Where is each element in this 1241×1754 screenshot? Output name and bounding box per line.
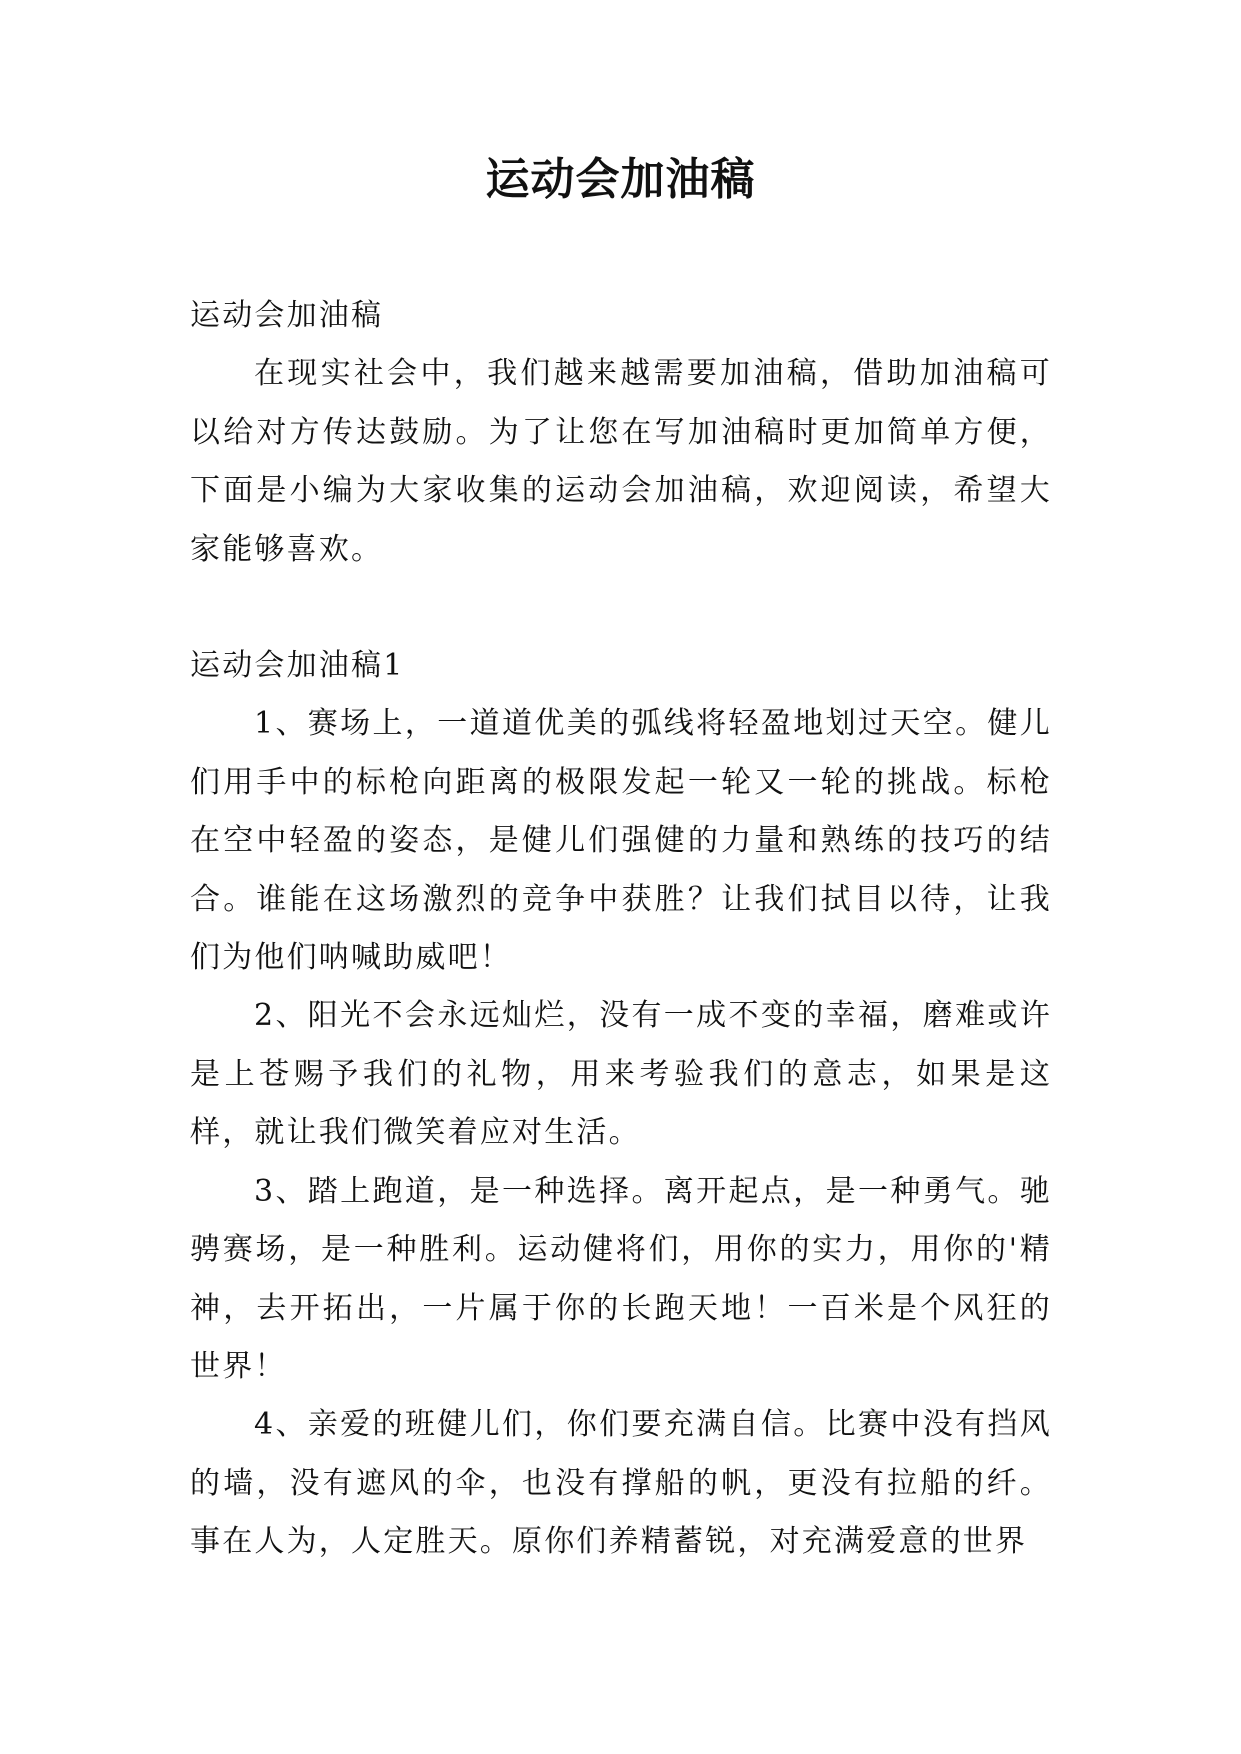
cheer-item-1: 1、赛场上，一道道优美的弧线将轻盈地划过天空。健儿们用手中的标枪向距离的极限发起一轮又一轮的挑战。标枪在空中轻盈的姿态，是健儿们强健的力量和熟练的技巧的结合。谁能在这场激烈的竞争中获胜？让我们拭目以待，让我们为他们呐喊助威吧！	[190, 706, 1052, 976]
cheer-item-3: 3、踏上跑道，是一种选择。离开起点，是一种勇气。驰骋赛场，是一种胜利。运动健将们，用你的实力，用你的'精神，去开拓出，一片属于你的长跑天地！一百米是个风狂的世界！	[190, 1173, 1052, 1384]
intro-heading: 运动会加油稿	[190, 298, 384, 333]
section-spacer	[190, 579, 1052, 637]
cheer-item-2: 2、阳光不会永远灿烂，没有一成不变的幸福，磨难或许是上苍赐予我们的礼物，用来考验我们的意志，如果是这样，就让我们微笑着应对生活。	[190, 998, 1052, 1151]
document-body	[190, 287, 1052, 1572]
intro-paragraph: 在现实社会中，我们越来越需要加油稿，借助加油稿可以给对方传达鼓励。为了让您在写加油稿时更加简单方便，下面是小编为大家收集的运动会加油稿，欢迎阅读，希望大家能够喜欢。	[190, 356, 1052, 567]
section1-heading: 运动会加油稿1	[190, 648, 405, 684]
cheer-item-4: 4、亲爱的班健儿们，你们要充满自信。比赛中没有挡风的墙，没有遮风的伞，也没有撑船的帆，更没有拉船的纤。事在人为，人定胜天。原你们养精蓄锐，对充满爱意的世界	[190, 1407, 1052, 1560]
document-title: 运动会加油稿	[485, 154, 756, 205]
